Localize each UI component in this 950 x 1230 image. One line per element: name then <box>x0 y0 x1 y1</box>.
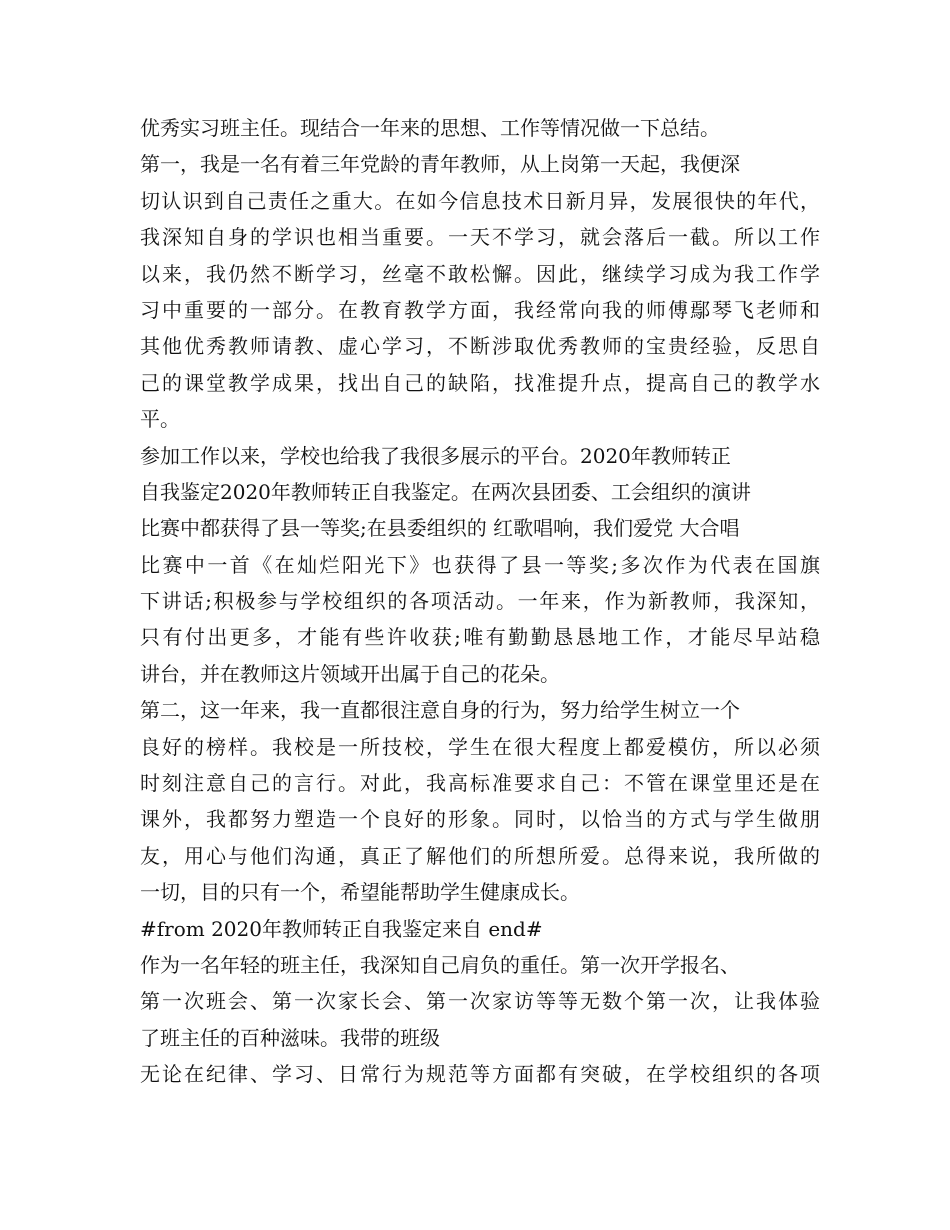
text-line: 讲台，并在教师这片领域开出属于自己的花朵。 <box>140 661 560 686</box>
text-line: 切认识到自己责任之重大。在如今信息技术日新月异，发展很快的年代， <box>140 188 820 213</box>
text-line: 自我鉴定2020年教师转正自我鉴定。在两次县团委、工会组织的演讲 <box>140 479 751 504</box>
text-line: 作为一名年轻的班主任，我深知自己肩负的重任。第一次开学报名、 <box>140 952 740 977</box>
text-line: 友，用心与他们沟通，真正了解他们的所想所爱。总得来说，我所做的 <box>140 843 820 868</box>
document-body <box>140 110 820 1093</box>
text-line: 第二，这一年来，我一直都很注意自身的行为，努力给学生树立一个 <box>140 698 740 723</box>
text-line: 优秀实习班主任。现结合一年来的思想、工作等情况做一下总结。 <box>140 116 720 140</box>
text-line: 比赛中一首《在灿烂阳光下》也获得了县一等奖;多次作为代表在国旗 <box>140 552 820 577</box>
text-line: 比赛中都获得了县一等奖;在县委组织的 红歌唱响，我们爱党 大合唱 <box>140 516 740 541</box>
text-line: #from 2020年教师转正自我鉴定来自 end# <box>140 916 543 941</box>
text-line: 其他优秀教师请教、虚心学习，不断涉取优秀教师的宝贵经验，反思自 <box>140 334 820 359</box>
text-line: 以来，我仍然不断学习，丝毫不敢松懈。因此，继续学习成为我工作学 <box>140 261 820 286</box>
text-line: 一切，目的只有一个，希望能帮助学生健康成长。 <box>140 880 580 905</box>
text-line: 课外，我都努力塑造一个良好的形象。同时，以恰当的方式与学生做朋 <box>140 807 820 832</box>
text-line: 无论在纪律、学习、日常行为规范等方面都有突破，在学校组织的各项 <box>140 1062 820 1087</box>
text-line: 时刻注意自己的言行。对此，我高标准要求自己：不管在课堂里还是在 <box>140 771 820 796</box>
text-line: 习中重要的一部分。在教育教学方面，我经常向我的师傅鄢琴飞老师和 <box>140 297 820 322</box>
text-line: 下讲话;积极参与学校组织的各项活动。一年来，作为新教师，我深知， <box>140 589 820 614</box>
text-line: 良好的榜样。我校是一所技校，学生在很大程度上都爱模仿，所以必须 <box>140 734 820 759</box>
text-line: 第一次班会、第一次家长会、第一次家访等等无数个第一次，让我体验 <box>140 989 820 1014</box>
text-line: 平。 <box>140 407 180 432</box>
text-line: 只有付出更多，才能有些许收获;唯有勤勤恳恳地工作，才能尽早站稳 <box>140 625 820 650</box>
text-line: 己的课堂教学成果，找出自己的缺陷，找准提升点，提高自己的教学水 <box>140 370 820 395</box>
text-line: 第一，我是一名有着三年党龄的青年教师，从上岗第一天起，我便深 <box>140 152 740 177</box>
text-line: 我深知自身的学识也相当重要。一天不学习，就会落后一截。所以工作 <box>140 225 820 250</box>
text-line: 了班主任的百种滋味。我带的班级 <box>140 1025 440 1050</box>
text-line: 参加工作以来，学校也给我了我很多展示的平台。2020年教师转正 <box>140 443 731 468</box>
